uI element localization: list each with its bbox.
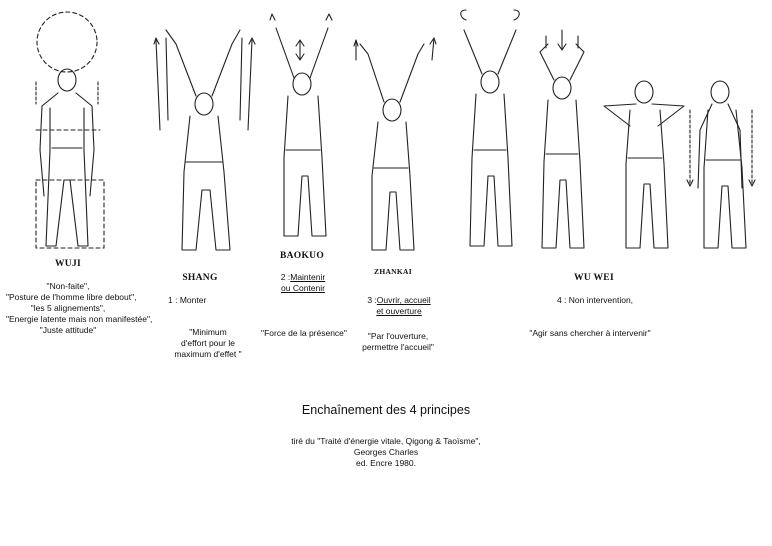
shang-principle-text: Monter	[179, 295, 207, 305]
source-credit	[0, 436, 772, 469]
wuwei-principle-text: Non intervention,	[568, 295, 634, 305]
shang-quote-line: d'effort pour le	[181, 338, 235, 348]
wuwei-principle	[540, 295, 650, 306]
baokuo-figure	[270, 14, 332, 236]
zhankai-principle-line: et ouverture	[376, 306, 422, 316]
zhankai-principle-line: Ouvrir, accueil	[376, 295, 431, 305]
wuwei-number: 4 :	[556, 295, 567, 305]
wuwei-label: WU WEI	[574, 273, 614, 283]
credit-line: tiré du "Traité d'énergie vitale, Qigong & Taoïsme",	[291, 436, 481, 446]
zhankai-label: ZHANKAI	[374, 267, 412, 276]
shang-principle	[168, 295, 228, 306]
baokuo-quote-line: "Force de la présence"	[261, 328, 347, 338]
zhankai-number: 3 :	[367, 295, 377, 305]
wuji-label: WUJI	[54, 259, 81, 269]
wuji-description-line: "les 5 alignements",	[30, 303, 106, 313]
shang-quote-line: "Minimum	[189, 327, 227, 337]
baokuo-quote	[250, 328, 358, 339]
wuwei-figure-4	[687, 81, 755, 248]
shang-figure	[154, 30, 255, 250]
zhankai-principle	[358, 295, 440, 317]
baokuo-number: 2 :	[280, 272, 291, 282]
wuji-description	[6, 281, 153, 336]
wuwei-figure-3	[604, 81, 684, 248]
shang-label: SHANG	[182, 273, 218, 283]
shang-quote	[162, 327, 254, 360]
baokuo-label: BAOKUO	[279, 251, 325, 261]
credit-line: Georges Charles	[353, 447, 419, 457]
shang-quote-line: maximum d'effet "	[174, 349, 242, 359]
zhankai-quote-line: permettre l'accueil"	[362, 342, 434, 352]
shang-number: 1 :	[168, 295, 178, 305]
wuji-description-line: "Energie latente mais non manifestée",	[6, 314, 153, 324]
zhankai-quote	[350, 331, 446, 353]
baokuo-principle-line: ou Contenir	[281, 283, 325, 293]
zhankai-quote-line: "Par l'ouverture,	[367, 331, 429, 341]
zhankai-figure	[354, 38, 436, 250]
diagram-title: Enchaînement des 4 principes	[301, 403, 471, 417]
wuji-figure	[36, 12, 104, 248]
wuwei-quote-line: "Agir sans chercher à intervenir"	[529, 328, 651, 338]
wuji-description-line: "Non-faite",	[46, 281, 90, 291]
wuwei-figure-2	[540, 30, 584, 248]
wuji-description-line: "Juste attitude"	[39, 325, 97, 335]
credit-line: ed. Encre 1980.	[355, 458, 416, 468]
baokuo-principle-line: Maintenir	[290, 272, 326, 282]
baokuo-principle	[268, 272, 338, 294]
figures-illustration	[0, 0, 772, 270]
wuwei-figure-1	[461, 10, 520, 246]
wuwei-quote	[510, 328, 670, 339]
wuji-description-line: "Posture de l'homme libre debout",	[6, 292, 137, 302]
